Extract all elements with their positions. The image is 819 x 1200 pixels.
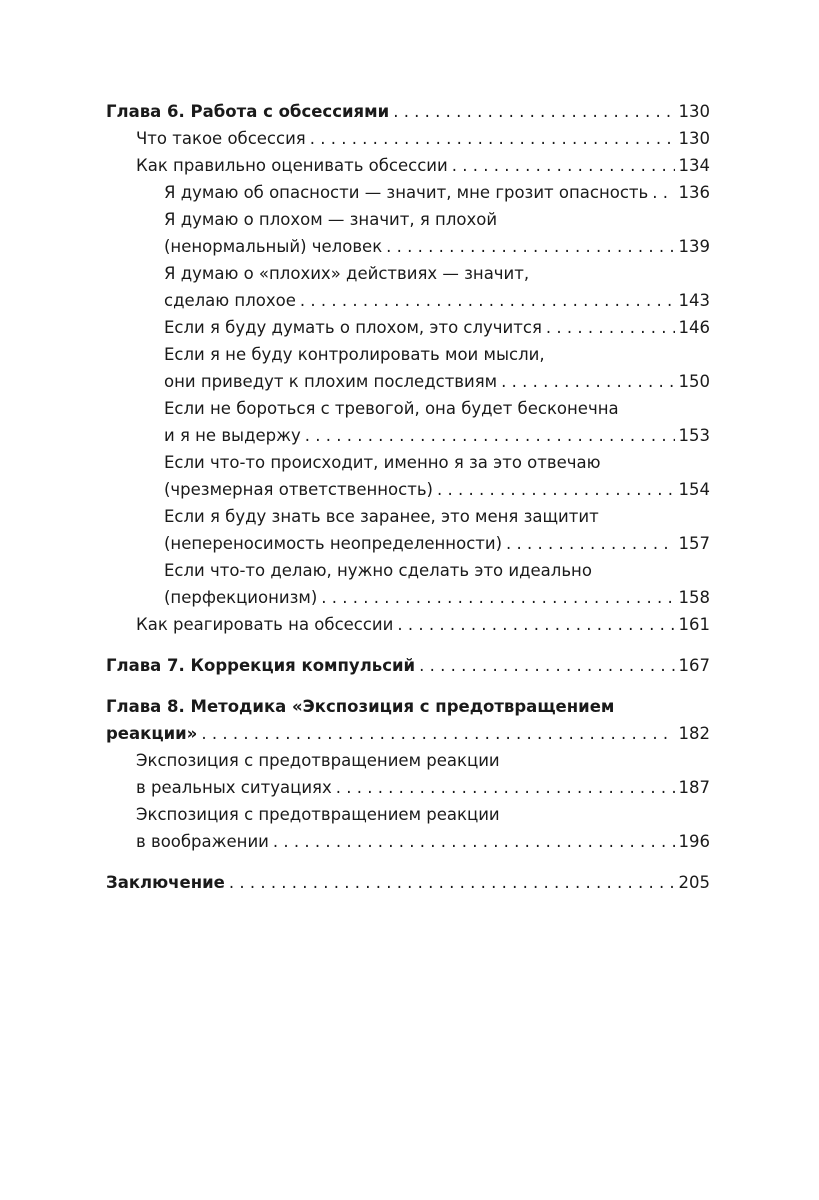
toc-entry-will-happen[interactable]	[106, 314, 710, 341]
dot-leader	[437, 476, 675, 503]
entry-title-cont: (перфекционизм)	[164, 588, 318, 607]
page-number: 130	[678, 129, 710, 148]
page-number: 139	[678, 237, 710, 256]
toc-entry-bad-actions-line1[interactable]	[106, 260, 710, 287]
entry-title-cont: (ненормальный) человек	[164, 237, 383, 256]
page-number: 205	[678, 873, 710, 892]
entry-title: Экспозиция с предотвращением реакции	[136, 751, 500, 770]
page-number: 136	[678, 183, 710, 202]
entry-title: Если что-то делаю, нужно сделать это идеально	[164, 561, 592, 580]
page-number: 182	[678, 724, 710, 743]
dot-leader	[652, 179, 674, 206]
toc-entry-bad-actions-line2[interactable]	[106, 287, 710, 314]
entry-title: Глава 7. Коррекция компульсий	[106, 656, 416, 675]
entry-title: Как реагировать на обсессии	[136, 615, 394, 634]
page-number: 158	[678, 588, 710, 607]
page-number: 161	[678, 615, 710, 634]
toc-entry-bad-person-line1[interactable]	[106, 206, 710, 233]
toc-entry-uncertainty-line1[interactable]	[106, 503, 710, 530]
entry-title-cont: сделаю плохое	[164, 291, 296, 310]
page-number: 143	[678, 291, 710, 310]
table-of-contents	[106, 98, 710, 896]
toc-entry-chapter8-line2[interactable]	[106, 720, 710, 747]
entry-title: Если я буду знать все заранее, это меня защитит	[164, 507, 599, 526]
toc-entry-responsibility-line2[interactable]	[106, 476, 710, 503]
toc-entry-evaluate-obsessions[interactable]	[106, 152, 710, 179]
entry-title: Как правильно оценивать обсессии	[136, 156, 448, 175]
entry-title: Заключение	[106, 873, 225, 892]
entry-title: Я думаю о плохом — значит, я плохой	[164, 210, 498, 229]
dot-leader	[321, 584, 674, 611]
entry-title-cont: и я не выдержу	[164, 426, 301, 445]
toc-entry-anxiety-line1[interactable]	[106, 395, 710, 422]
page-number: 150	[678, 372, 710, 391]
page-number: 154	[678, 480, 710, 499]
entry-title: Глава 6. Работа с обсессиями	[106, 102, 390, 121]
toc-entry-what-is-obsession[interactable]	[106, 125, 710, 152]
toc-entry-danger[interactable]	[106, 179, 710, 206]
toc-entry-responsibility-line1[interactable]	[106, 449, 710, 476]
dot-leader	[419, 652, 674, 679]
dot-leader	[397, 611, 674, 638]
toc-entry-control-thoughts-line1[interactable]	[106, 341, 710, 368]
entry-title-cont: они приведут к плохим последствиям	[164, 372, 498, 391]
entry-title-cont: в воображении	[136, 832, 269, 851]
entry-title: Глава 8. Методика «Экспозиция с предотвращением	[106, 697, 615, 716]
toc-entry-chapter7[interactable]	[106, 652, 710, 679]
toc-entry-perfectionism-line2[interactable]	[106, 584, 710, 611]
entry-title-cont: в реальных ситуациях	[136, 778, 332, 797]
page-number: 146	[678, 318, 710, 337]
dot-leader	[300, 287, 675, 314]
dot-leader	[310, 125, 675, 152]
dot-leader	[273, 828, 675, 855]
dot-leader	[452, 152, 675, 179]
toc-entry-uncertainty-line2[interactable]	[106, 530, 710, 557]
entry-title-cont: (чрезмерная ответственность)	[164, 480, 433, 499]
toc-entry-chapter8-line1[interactable]	[106, 693, 710, 720]
toc-entry-chapter6[interactable]	[106, 98, 710, 125]
entry-title-cont: (непереносимость неопределенности)	[164, 534, 503, 553]
dot-leader	[546, 314, 675, 341]
toc-entry-react-obsessions[interactable]	[106, 611, 710, 638]
entry-title: Я думаю о «плохих» действиях — значит,	[164, 264, 530, 283]
toc-entry-real-situations-line1[interactable]	[106, 747, 710, 774]
entry-title: Если что-то происходит, именно я за это отвечаю	[164, 453, 601, 472]
entry-title: Если не бороться с тревогой, она будет бесконечна	[164, 399, 619, 418]
page-number: 134	[678, 156, 710, 175]
toc-entry-imagination-line2[interactable]	[106, 828, 710, 855]
toc-entry-anxiety-line2[interactable]	[106, 422, 710, 449]
dot-leader	[336, 774, 675, 801]
toc-entry-control-thoughts-line2[interactable]	[106, 368, 710, 395]
page-number: 187	[678, 778, 710, 797]
page-number: 153	[678, 426, 710, 445]
page-number: 167	[678, 656, 710, 675]
dot-leader	[501, 368, 674, 395]
dot-leader	[229, 869, 675, 896]
dot-leader	[386, 233, 674, 260]
page-number: 130	[678, 102, 710, 121]
entry-title: Если я буду думать о плохом, это случится	[164, 318, 542, 337]
dot-leader	[201, 720, 674, 747]
entry-title: Я думаю об опасности — значит, мне грозит опасность	[164, 183, 649, 202]
page-number: 157	[678, 534, 710, 553]
toc-entry-conclusion[interactable]	[106, 869, 710, 896]
entry-title: Экспозиция с предотвращением реакции	[136, 805, 500, 824]
toc-entry-imagination-line1[interactable]	[106, 801, 710, 828]
toc-entry-perfectionism-line1[interactable]	[106, 557, 710, 584]
dot-leader	[393, 98, 674, 125]
dot-leader	[305, 422, 675, 449]
toc-entry-real-situations-line2[interactable]	[106, 774, 710, 801]
entry-title: Что такое обсессия	[136, 129, 306, 148]
page-number: 196	[678, 832, 710, 851]
entry-title-cont: реакции»	[106, 724, 198, 743]
dot-leader	[506, 530, 674, 557]
toc-entry-bad-person-line2[interactable]	[106, 233, 710, 260]
entry-title: Если я не буду контролировать мои мысли,	[164, 345, 545, 364]
